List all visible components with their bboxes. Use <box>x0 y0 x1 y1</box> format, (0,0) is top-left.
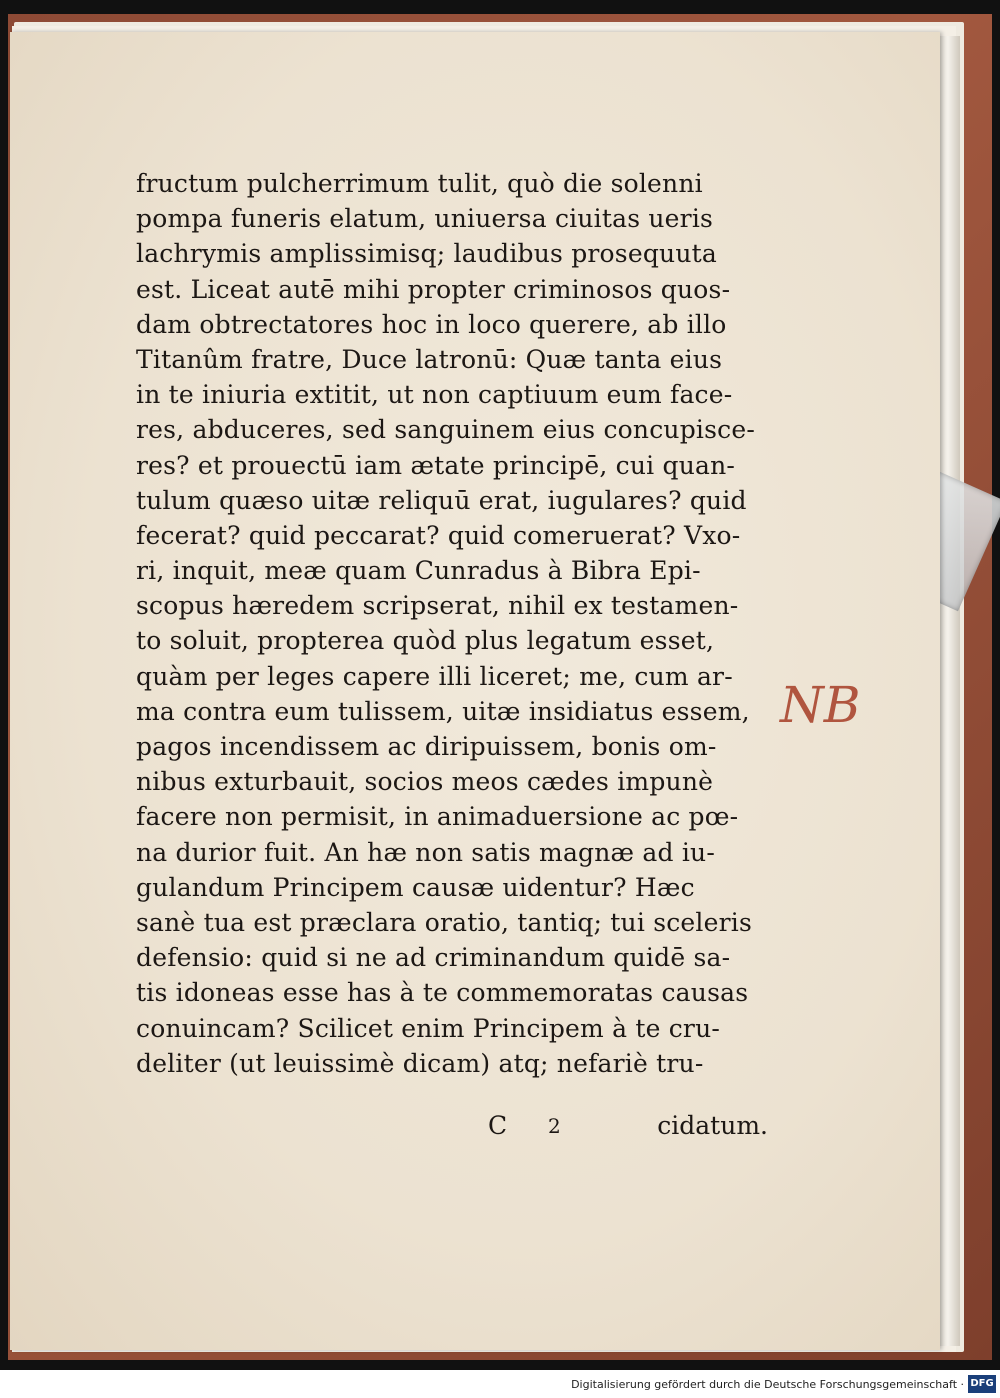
text-line: fecerat? quid peccarat? quid comeruerat? Vxo- <box>136 520 741 550</box>
catchword: cidatum. <box>657 1111 768 1140</box>
text-line: ma contra eum tulissem, uitæ insidiatus essem, <box>136 696 750 726</box>
text-line: scopus hæredem scripserat, nihil ex testamen- <box>136 591 739 621</box>
text-line: defensio: quid si ne ad criminandum quidē sa- <box>136 943 731 973</box>
text-line: pagos incendissem ac diripuissem, bonis om- <box>136 732 717 761</box>
text-line: sanè tua est præclara oratio, tantiq; tui sceleris <box>136 907 752 937</box>
text-line: dam obtrectatores hoc in loco querere, ab illo <box>136 309 727 339</box>
text-line: facere non permisit, in animaduersione ac pœ- <box>136 802 739 832</box>
text-line: ri, inquit, meæ quam Cunradus à Bibra Epi- <box>136 556 701 586</box>
text-line: res, abduceres, sed sanguinem eius concupisce- <box>136 415 756 445</box>
text-line: res? et prouectū iam ætate principē, cui quan- <box>136 450 736 480</box>
margin-note: NB <box>780 676 861 734</box>
text-line: quàm per leges capere illi liceret; me, cum ar- <box>136 661 733 691</box>
signature-mark: C <box>488 1111 508 1140</box>
page-footer <box>136 1108 776 1144</box>
text-line: tis idoneas esse has à te commemoratas causas <box>136 978 749 1008</box>
text-line: conuincam? Scilicet enim Principem à te cru- <box>136 1013 721 1043</box>
text-line: in te iniuria extitit, ut non captiuum eum face- <box>136 380 733 410</box>
dfg-logo: DFG <box>968 1375 996 1393</box>
text-line: gulandum Principem causæ uidentur? Hæc <box>136 872 695 902</box>
text-line: to soluit, propterea quòd plus legatum esset, <box>136 626 715 656</box>
text-line: na durior fuit. An hæ non satis magnæ ad iu- <box>136 837 716 867</box>
signature-number: 2 <box>548 1114 561 1138</box>
text-line: nibus exturbauit, socios meos cædes impunè <box>136 767 714 797</box>
text-line: lachrymis amplissimisq; laudibus prosequuta <box>136 239 717 269</box>
text-line: pompa funeris elatum, uniuersa ciuitas ueris <box>136 204 714 234</box>
credit-bar <box>0 1372 1000 1398</box>
text-line: tulum quæso uitæ reliquū erat, iugulares? quid <box>136 485 747 515</box>
funding-credit: Digitalisierung gefördert durch die Deutsche Forschungsgemeinschaft · <box>571 1378 964 1391</box>
text-line: fructum pulcherrimum tulit, quò die solenni <box>136 169 703 198</box>
text-line: est. Liceat autē mihi propter criminosos quos- <box>136 274 731 304</box>
text-line: Titanûm fratre, Duce latronū: Quæ tanta eius <box>136 344 723 374</box>
text-block <box>136 166 776 1081</box>
text-line: deliter (ut leuissimè dicam) atq; nefariè tru- <box>136 1048 704 1078</box>
